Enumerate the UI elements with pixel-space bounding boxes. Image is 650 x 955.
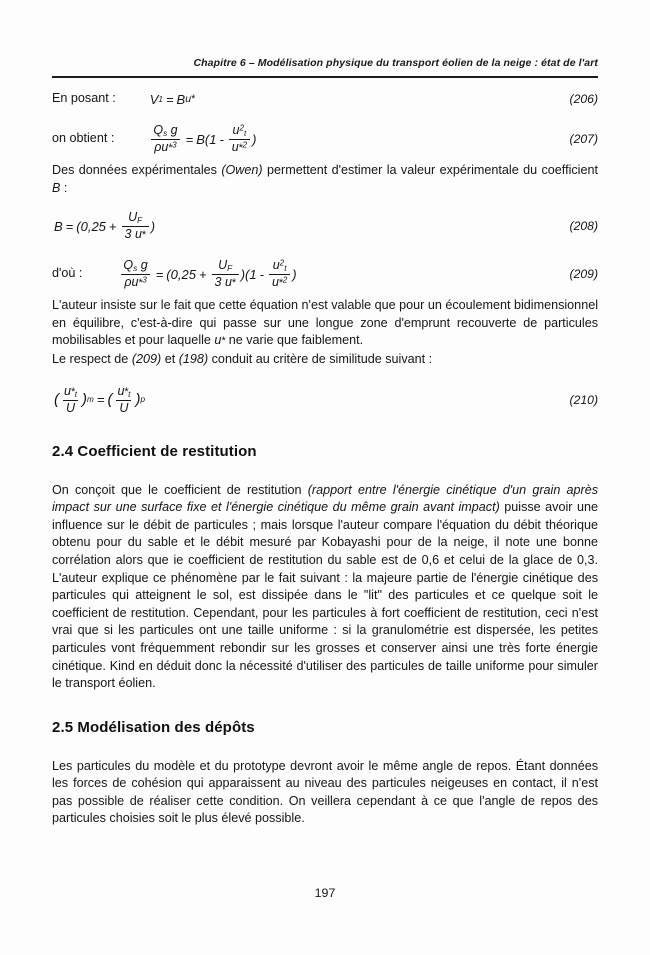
equation-207-row	[52, 122, 598, 156]
section-heading-2-4: 2.4 Coefficient de restitution	[52, 442, 257, 460]
eq208-denominator	[122, 226, 149, 241]
eq207-r-star: *	[238, 142, 243, 155]
eq209-right-fraction	[269, 259, 290, 289]
eq210-l-denominator: U	[63, 400, 78, 415]
eq209-r-denominator	[269, 274, 290, 289]
eq210-close-paren-1: )	[82, 391, 88, 409]
paragraph-owen	[52, 162, 598, 197]
auteur-u-symbol: u	[214, 333, 222, 348]
paragraph-section-2-4	[52, 482, 598, 693]
eq209-mid-u: u	[224, 275, 232, 290]
eq206-sub-1: 1	[158, 94, 163, 104]
eq210-close-paren-2: )	[135, 391, 141, 409]
sec24-part-1: On conçoit que le coefficient de restitution	[52, 482, 308, 497]
equation-207-number: (207)	[569, 132, 598, 146]
eq207-star: *	[168, 142, 173, 155]
eq208-numerator	[125, 211, 145, 226]
eq209-mid-star: *	[231, 277, 236, 290]
eq207-close-paren: )	[252, 131, 257, 147]
eq210-open-paren-1: (	[54, 391, 59, 409]
eq208-value: 0,25	[80, 218, 106, 234]
paragraph-respect-de	[52, 351, 598, 369]
eq207-r-numerator	[230, 124, 250, 139]
eq209-u: u	[131, 275, 139, 290]
equation-206-expression	[150, 92, 195, 107]
eq209-exp-3: 3	[142, 275, 147, 285]
eq209-left-fraction	[120, 259, 150, 289]
auteur-star-symbol: *	[221, 335, 226, 348]
eq207-right-fraction	[229, 124, 250, 154]
eq209-sub-F: F	[227, 264, 233, 274]
owen-part-1: Des données expérimentales	[52, 163, 222, 177]
eq208-equals: =	[65, 218, 74, 234]
eq208-U: U	[128, 210, 138, 225]
eq209-Q: Q	[123, 258, 134, 273]
eq209-sub-t: t	[284, 264, 287, 274]
eq209-g: g	[140, 258, 148, 273]
respect-part-5: conduit au critère de similitude suivant :	[208, 351, 433, 366]
eq209-minus: -	[259, 266, 264, 282]
header-rule	[52, 76, 598, 78]
eq207-denominator	[151, 139, 179, 154]
eq209-close-paren-2: )	[292, 266, 297, 282]
eq208-fraction	[122, 211, 149, 241]
eq207-open-paren: (	[204, 131, 210, 147]
eq210-l-u: u	[64, 383, 71, 398]
eq207-sub-t: t	[244, 128, 247, 138]
eq209-r-den-exp-2: 2	[282, 275, 288, 285]
eq209-U: U	[218, 258, 228, 273]
eq208-three: 3	[124, 227, 132, 242]
paragraph-auteur-insiste	[52, 297, 598, 351]
eq210-r-star: *	[124, 385, 129, 398]
eq210-equals: =	[96, 392, 105, 408]
eq209-numerator	[120, 259, 150, 274]
equation-210-row	[52, 383, 598, 417]
equation-209-row	[52, 257, 598, 291]
eq210-r-numerator	[114, 385, 133, 400]
eq206-equals: =	[165, 91, 174, 107]
page-content	[52, 88, 598, 828]
eq207-r-den-exp-2: 2	[242, 140, 248, 150]
eq207-sub-s: s	[163, 128, 168, 138]
eq207-g: g	[170, 122, 178, 137]
sec24-definition: (rapport entre l'énergie cinétique d'un grain après impact sur une surface fixe et l'énergie cinétique du même grain avant impact)	[52, 482, 598, 515]
eq210-sub-m: m	[87, 395, 94, 405]
eq208-u: u	[134, 227, 142, 242]
eq209-sub-s: s	[133, 264, 138, 274]
respect-part-4: et	[161, 351, 179, 366]
owen-citation: (Owen)	[221, 163, 263, 177]
eq210-open-paren-2: (	[107, 391, 113, 409]
equation-208-row	[52, 209, 598, 243]
respect-part-3: Le respect de	[52, 351, 132, 366]
eq210-l-star: *	[70, 385, 75, 398]
eq210-l-sub-t: t	[74, 389, 78, 399]
eq209-r-exp-2: 2	[279, 258, 285, 268]
eq208-open-paren: (	[76, 218, 81, 234]
eq207-u-t: u	[232, 122, 240, 137]
eq210-r-denominator: U	[116, 400, 131, 415]
equation-208-number: (208)	[569, 219, 598, 234]
eq209-equals: =	[155, 266, 164, 282]
eq208-plus: +	[108, 218, 117, 234]
eq207-left-fraction	[150, 124, 180, 154]
section-heading-2-5: 2.5 Modélisation des dépôts	[52, 718, 255, 736]
eq209-mid-denominator	[212, 274, 239, 289]
paragraph-section-2-5	[52, 758, 598, 828]
eq207-Q: Q	[153, 122, 164, 137]
eq208-sub-F: F	[137, 216, 143, 226]
eq207-r-u: u	[231, 140, 239, 155]
eq209-open-paren-2: (	[245, 266, 250, 282]
owen-part-2: permettent d'estimer la valeur expérimentale du coefficient	[262, 163, 598, 177]
eq208-star: *	[141, 229, 146, 242]
equation-206-row	[52, 88, 598, 110]
eq209-mid-fraction	[212, 259, 239, 289]
equation-207-lead: on obtient :	[52, 131, 115, 146]
eq207-B: B	[196, 131, 205, 147]
eq207-numerator	[150, 124, 180, 139]
equation-209-lead: d'où :	[52, 266, 83, 281]
eq207-minus: -	[219, 131, 224, 147]
eq209-value: 0,25	[170, 266, 196, 282]
equation-206-lead: En posant :	[52, 91, 116, 106]
equation-210-number: (210)	[569, 392, 598, 407]
equation-207-expression	[148, 124, 256, 154]
eq210-sub-p: p	[140, 395, 146, 405]
eq206-B: B	[176, 91, 186, 107]
equation-206-number: (206)	[569, 92, 598, 106]
eq209-three: 3	[214, 275, 222, 290]
eq209-open-paren-1: (	[166, 266, 171, 282]
eq208-B: B	[54, 218, 63, 234]
page-number: 197	[314, 886, 336, 900]
equation-209-number: (209)	[569, 267, 598, 282]
eq207-u: u	[161, 140, 169, 155]
eq209-plus: +	[198, 266, 207, 282]
eq207-r-exp-2: 2	[239, 123, 245, 133]
eq210-r-sub-t: t	[128, 389, 131, 399]
sec25-part-1: Les particules du modèle et du prototype devront avoir le même angle de repos. Étant données les forces de cohésion qui apparaissent au niveau des particules neigeuses en contact, il n'est pas possible de réaliser cette condition. On veillera cependant à ce que l'angle de repos des particules choisies soit le plus élevé possible.	[52, 758, 598, 826]
reference-198: (198)	[178, 351, 209, 366]
eq207-exp-3: 3	[172, 140, 177, 150]
auteur-part-1: L'auteur insiste sur le fait que cette équation n'est valable que pour un écoulement bidimensionnel en équilibre, c'est-à-dire qui passe sur une longue zone d'emprunt recouverte de particules mobilisables et pour laquelle	[52, 298, 598, 348]
eq209-star: *	[138, 277, 143, 290]
eq209-denominator	[121, 274, 149, 289]
owen-part-3: :	[60, 180, 68, 195]
eq206-V: V	[149, 91, 159, 107]
eq209-r-numerator	[270, 259, 290, 274]
eq207-equals: =	[185, 131, 194, 147]
equation-210-expression	[54, 385, 145, 415]
eq209-r-den-u: u	[271, 275, 279, 290]
eq209-r-star: *	[278, 277, 283, 290]
eq210-l-numerator	[61, 385, 80, 400]
eq206-star: *	[191, 93, 195, 105]
eq207-r-denominator	[229, 139, 250, 154]
eq209-mid-numerator	[215, 259, 235, 274]
running-head: Chapitre 6 – Modélisation physique du transport éolien de la neige : état de l'art	[193, 57, 598, 69]
eq207-one: 1	[209, 131, 217, 147]
eq208-close-paren: )	[150, 218, 156, 234]
equation-209-expression	[118, 259, 296, 289]
eq210-left-fraction	[61, 385, 80, 415]
owen-coefficient-B: B	[52, 180, 61, 195]
eq207-rho: ρ	[154, 140, 162, 155]
auteur-part-2: ne varie que faiblement.	[225, 333, 364, 348]
sec24-part-2: puisse avoir une influence sur le débit de particules ; mais lorsque l'auteur compare l'équation du débit théorique obtenu pour du sable et le débit mesuré par Kobayashi pour de la neige, il note une bonne corrélation alors que ie coefficient de restitution du sable est de 0,6 et celui de la glace de 0,3. L'auteur explique ce phénomène par le fait suivant : la majeure partie de l'énergie cinétique des particules qui atteignent le sol, est dissipée dans le "lit" des particules et ce quelque soit le coefficient de restitution. Cependant, pour les particules à fort coefficient de restitution, ceci n'est vrai que si les particules ont une taille uniforme : si la granulométrie est dispersée, les petites particules vont fréquemment rebondir sur les grosses et conserver ainsi une très forte énergie cinétique. Kind en déduit donc la nécessité d'utiliser des particules de taille uniforme pour simuler le transport éolien.	[52, 500, 598, 691]
eq209-one: 1	[249, 266, 257, 282]
eq206-u: u	[185, 93, 192, 105]
eq209-close-paren-1: )	[240, 266, 246, 282]
reference-209: (209)	[131, 351, 162, 366]
eq210-right-fraction	[114, 385, 133, 415]
eq210-r-u: u	[117, 383, 125, 398]
equation-208-expression	[54, 211, 155, 241]
eq209-r-u: u	[272, 258, 280, 273]
eq209-rho: ρ	[124, 275, 132, 290]
